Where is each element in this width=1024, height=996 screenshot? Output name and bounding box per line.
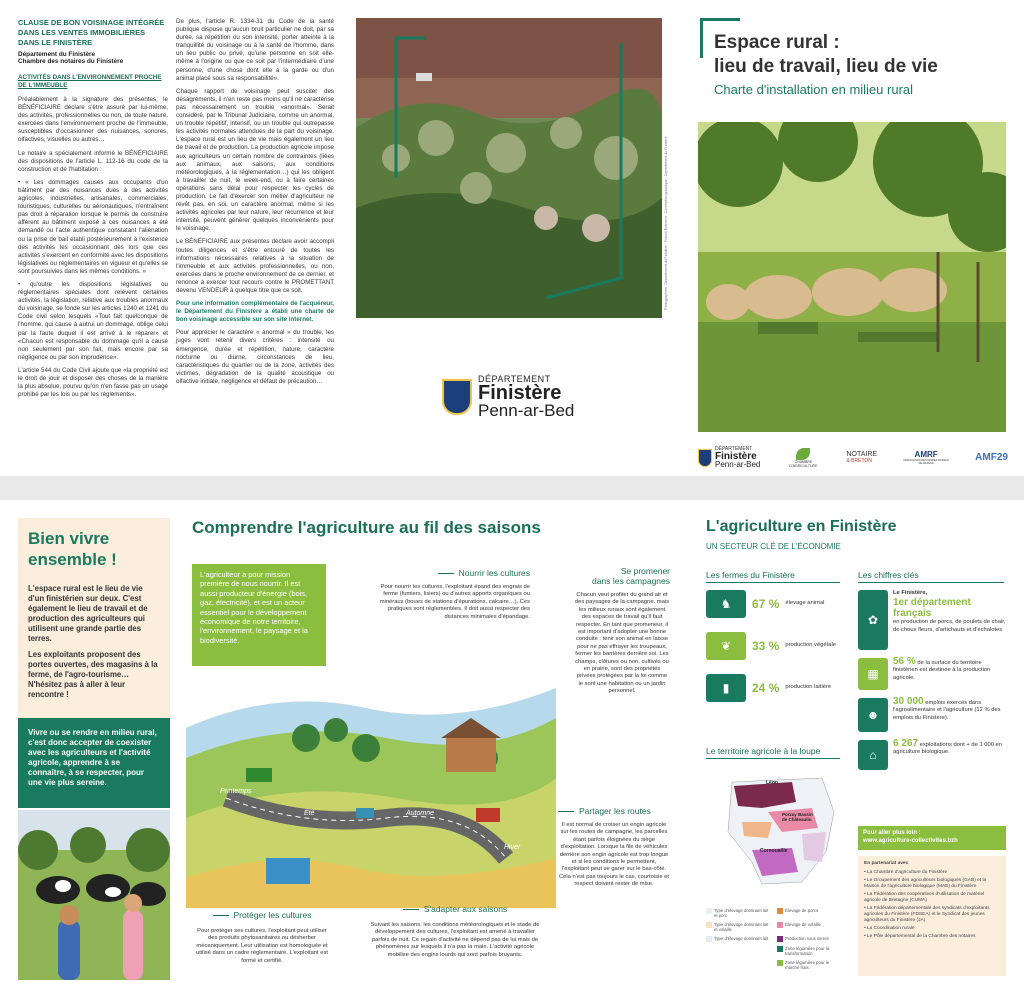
notaire-logo <box>846 451 877 464</box>
clause-para: Pour apprécier le caractère « anormal » du trouble, les juges vont retenir divers critères : intensité ou émergence, durée et répétition, nature, caractère nocturne ou diurne, circonstances de lieu, caractéristiques du quartier ou de la zone, activités des victimes, dégradation de la qualité acoustique ou olfactive initiale, négligence et défaut de précaution… <box>176 329 334 385</box>
clause-para: Le notaire a spécialement informé le BÉNÉFICIAIRE des dispositions de l'article L. 112-16 du code de la construction et de l'habitation : <box>18 149 168 173</box>
proteger-block <box>192 910 332 965</box>
chiffre-big: 56 % <box>893 656 916 667</box>
map-legend <box>706 908 842 970</box>
legend-item <box>706 908 771 918</box>
partner-item: • La Fédération des coopératives d'utilisation de matériel agricole de Bretagne (CUMA) <box>864 892 985 903</box>
stat-row <box>706 674 842 702</box>
legend-label: Production sous serres <box>785 936 829 941</box>
territoire-title: Le territoire agricole à la loupe <box>706 746 840 759</box>
adapter-block <box>370 904 540 959</box>
chiffre-post: emplois exercés dans l'agroalimentaire et l'agriculture (12 % des emplois du Finistère). <box>893 700 1001 721</box>
clause-para: De plus, l'article R. 1334-31 du Code de la santé publique dispose qu'aucun bruit particulier ne doit, par sa durée, sa répétition ou son intensité, porter atteinte à la tranquillité du voisinage ou à la santé de l'homme, dans un lieu public ou privé, qu'une personne en soit elle-même à l'origine ou que ce soit par l'intermédiaire d'une personne, d'une chose dont elle a la garde ou d'un animal placé sous sa responsabilité». <box>176 18 334 82</box>
partner-item: • La Chambre d'agriculture du Finistère <box>864 870 948 875</box>
clause-para: Le BÉNÉFICIAIRE aux présentes déclare avoir accompli toutes diligences et s'être entouré de toutes les informations nécessaires relatives à la situation de l'immeuble et aux activités professionnelles, ou non, exercées dans le proche environnement de ce dernier, et renonce à exercer tout recours contre le PROMETTANT devenu VENDEUR à quelque titre que ce soit. <box>176 238 334 294</box>
chambre-agri-logo <box>786 448 820 468</box>
partner-item: • La Fédération départementale des syndicats d'exploitants agricoles du Finistère (FDSEA) et le Syndicat des jeunes agriculteurs du Finistère (JA) <box>864 906 990 923</box>
legend-item <box>777 936 842 942</box>
dept-crest-icon <box>442 379 472 415</box>
map-label: Cornouaille <box>760 848 788 854</box>
milk-icon: ▮ <box>706 674 746 702</box>
photo-credit: Photographies : Département du Finistère · Franck Betermin · Conception graphique : Département du Finistère <box>664 136 668 310</box>
nourrir-title: Nourrir les cultures <box>370 568 530 578</box>
promener-text: Chacun veut profiter du grand air et des paysages de la campagne, mais les milieux ruraux sont également des espaces de travail qu'il faut respecter. En tant que promeneur, il est important d'adopter une bonne conduite : tenir son animal en laisse pour ne pas effrayer les troupeaux, fermer les barrières derrière soi. Les champs, clôtures ou non, cultivés ou en prairie, sont des propriétés privées protégées par la loi comme le sont une habitation ou un jardin personnel. <box>574 592 670 695</box>
legend-label: Élevage de volaille <box>785 922 821 927</box>
plus-title: Pour aller plus loin : <box>863 830 921 836</box>
chiffre-post: de la surface du territoire finistérien est destinée à la production agricole. <box>893 660 991 681</box>
partner-logos <box>698 446 1008 469</box>
agri-subtitle: UN SECTEUR CLÉ DE L'ÉCONOMIE <box>706 542 841 551</box>
panel-cover-back <box>342 0 682 476</box>
partager-title: Partager les routes <box>558 806 670 816</box>
livestock-icon: ♞ <box>706 590 746 618</box>
partager-block <box>558 806 670 889</box>
stat-value: 24 % <box>752 681 780 695</box>
legend-label: Type d'élevage dominant lait et volaille <box>714 922 769 932</box>
clause-body-2 <box>176 18 334 386</box>
chiffre-big: 6 267 <box>893 738 919 749</box>
logo-text: NOTAIRE <box>846 451 878 458</box>
season-label: Hiver <box>504 844 521 851</box>
saisons-title: Comprendre l'agriculture au fil des saisons <box>192 518 541 537</box>
panel-agri-finistere <box>682 500 1024 996</box>
produce-icon: ✿ <box>858 590 888 650</box>
nourrir-text: Pour nourrir les cultures, l'exploitant épand des engrais de ferme (fumiers, lisiers) ou d'autres apports organiques ou minéraux (boues de stations d'épurations, calcaire…). Ces pratiques sont réglementées. Il doit aussi respecter des distances minimales d'épandage. <box>379 584 530 620</box>
clause-section: ACTIVITÉS DANS L'ENVIRONNEMENT PROCHE DE L'IMMEUBLE <box>18 74 162 89</box>
dept-logo <box>442 374 574 419</box>
cows-photo <box>698 122 1006 432</box>
chiffre-row <box>858 698 1006 732</box>
bien-vivre-box1 <box>18 578 170 720</box>
agri-title: L'agriculture en Finistère <box>706 518 897 535</box>
stat-label: élevage animal <box>785 600 825 607</box>
chiffres-list <box>858 590 1006 770</box>
stat-row <box>706 590 842 618</box>
clause-para: L'article 544 du Code Civil ajoute que «la propriété est le droit de jouir et disposer des choses de la manière la plus absolue, pourvu qu'on n'en fasse pas un usage prohibé par les lois ou par les règlements». <box>18 366 168 399</box>
bien-vivre-title: Bien vivre ensemble ! <box>18 518 170 578</box>
partner-item: • Le Pôle départemental de la Chambre des notaires <box>864 934 976 939</box>
dept-name: Finistère <box>478 382 562 404</box>
proteger-title: Protéger les cultures <box>192 910 332 920</box>
legend-label: Zone légumière pour la transformation <box>785 946 830 956</box>
fermes-title: Les fermes du Finistère <box>706 570 840 583</box>
chiffre-post: en production de porcs, de poulets de chair, de choux fleurs, d'artichauts et d'échalotes <box>893 619 1006 633</box>
season-label: Printemps <box>220 788 252 795</box>
fields-icon: ▦ <box>858 658 888 690</box>
chiffre-row <box>858 590 1006 650</box>
panel-saisons <box>174 500 682 996</box>
chiffres-title: Les chiffres clés <box>858 570 1004 583</box>
clause-para: • « Les dommages causés aux occupants d'un bâtiment par des nuisances dues à des activités agricoles, industrielles, artisanales, commerciales, touristiques, culturelles ou aéronautiques, n'entraînent pas droit à réparation lorsque le permis de construire afférent au bâtiment exposé à ces nuisances a été demandé ou l'acte authentique constatant l'aliénation ou la prise de bail établi postérieurement à l'existence des activités les occasionnant dès lors que ces activités s'exercent en conformité avec les dispositions législatives ou réglementaires en vigueur et qu'elles se sont poursuivies dans les mêmes conditions. » <box>18 178 168 275</box>
season-label: Automne <box>406 810 435 817</box>
partners-box <box>858 856 1006 976</box>
dept-logo-small <box>698 446 760 469</box>
chiffre-big: 30 000 <box>893 696 924 707</box>
partager-text: Il est normal de croiser un engin agricole sur les routes de campagne, les parcelles étant parfois éloignées du siège d'exploitation. Lorsque la file de véhicules derrière son engin agricole est trop longue et si les conditions le permettent, l'exploitant peut se garer sur le bas-côté. Cela n'est pas toujours le cas, courtoisie et respect doivent rester de mise. <box>558 822 670 888</box>
logo-text: & BRETON <box>846 458 872 464</box>
season-label: Été <box>304 810 315 817</box>
clause-sub1: Département du Finistère <box>18 51 96 58</box>
map-label: Léon <box>766 780 778 786</box>
map-label: Porzay Bassin de Châteaulin <box>782 812 813 822</box>
clause-sub2: Chambre des notaires du Finistère <box>18 58 124 65</box>
fermes-stats <box>706 590 842 711</box>
cover-title-2: lieu de travail, lieu de vie <box>714 56 938 77</box>
amf29-logo: AMF29 <box>975 452 1008 463</box>
chiffre-big: 1er département français <box>893 597 971 620</box>
dept-top: DÉPARTEMENT <box>478 374 551 384</box>
logo-text: AMRF <box>914 450 938 459</box>
promener-block <box>574 566 670 696</box>
stat-row <box>706 632 842 660</box>
leaf-icon <box>796 448 810 460</box>
stat-value: 33 % <box>752 639 780 653</box>
clause-para: Préalablement à la signature des présentes, le BÉNÉFICIAIRE déclare s'être assuré par lui-même, des activités, professionnelles ou non, de toute nature, exercées dans l'environnement proche de l'immeuble, susceptibles d'occasionner des nuisances, sonores, olfactives, visuelles ou autres… <box>18 96 168 144</box>
legend-item <box>777 960 842 970</box>
partner-item: • Le Groupement des agriculteurs biologiques (GAB) et la Maison de l'agriculture biologique (MAB) du Finistère <box>864 878 987 889</box>
clause-title: CLAUSE DE BON VOISINAGE INTÉGRÉE DANS LES VENTES IMMOBILIÈRES DANS LE FINISTÈRE <box>18 18 165 47</box>
legend-label: Zone légumière pour le marché frais <box>785 960 830 970</box>
partner-text: Le Pôle départemental de la Chambre des notaires <box>867 934 976 939</box>
logo-text: CHAMBRE D'AGRICULTURE <box>789 459 818 468</box>
mission-box: L'agriculteur a pour mission première de nous nourrir. Il est aussi producteur d'énergie (bois, gaz, électricité), et est un acteur essentiel pour le développement économique de notre territoire, l'environnement, le paysage et la biodiversité. <box>192 564 326 666</box>
logo-text: DÉPARTEMENT <box>715 446 753 452</box>
logo-text: Penn-ar-Bed <box>715 460 761 469</box>
clause-body <box>18 96 168 399</box>
box-text: L'espace rural est le lieu de vie d'un finistérien sur deux. C'est également le lieu de travail et de production des agriculteurs qui utilisent une grande partie des terres. <box>28 584 148 643</box>
bien-vivre-box2: Vivre ou se rendre en milieu rural, c'est donc accepter de coexister avec les agriculteurs et l'activité agricole, apprendre à se connaître, à se respecter, pour une vie plus sereine. <box>18 718 170 808</box>
dept-sub: Penn-ar-Bed <box>478 401 575 420</box>
legend-item <box>706 936 771 942</box>
partners-title: En partenariat avec <box>864 861 909 866</box>
partner-text: Le Groupement des agriculteurs biologiques (GAB) et la Maison de l'agriculture biologique (MAB) du Finistère <box>864 878 987 889</box>
partner-item: • La Coordination rurale <box>864 926 915 931</box>
landscape-illustration <box>186 668 556 908</box>
legend-item <box>777 908 842 918</box>
legend-item <box>777 922 842 932</box>
plus-box <box>858 826 1006 850</box>
chiffre-pre: Le Finistère, <box>893 590 928 596</box>
field-photo <box>356 18 662 318</box>
promener-title-1: Se promener <box>620 566 670 576</box>
cover-title-1: Espace rural : <box>714 32 840 53</box>
panel-clause-cont <box>174 0 342 476</box>
chiffre-row <box>858 740 1006 770</box>
logo-text: ASSOCIATION DES MAIRES RURAUX DE FRANCE <box>903 459 950 465</box>
clause-para: Chaque rapport de voisinage peut susciter des désagréments, il n'en reste pas moins qu'il ne caractérise pas nécessairement un trouble «anormal». Serait considéré, par le Tribunal Judiciaire, comme un anormal, un trouble répétitif, intensif, ou un trouble qui outrepasse les activités normales attendues de la part du voisinage. L'espace rural est un lieu de vie mais également un lieu de travail et de production. La production agricole impose aux agriculteurs un certain nombre de contraintes (liées aux animaux, aux saisons, aux conditions météorologiques, à la réglementation…) qui les obligent à travailler de nuit, le week-end, ou à faire certaines opérations sans délai pour respecter les cycles de production. Le fait d'exercer son métier d'agriculteur ne revêt pas, en soi, un caractère anormal, même si les activités agricoles par leur nature, leur récurrence et leur intensité, peuvent générer quelques inconvénients pour le voisinage. <box>176 87 334 233</box>
chiffre-post: exploitations dont + de 1 000 en agriculture biologique. <box>893 742 1003 756</box>
plus-link[interactable]: www.agriculture-collectivites.bzh <box>863 838 958 844</box>
nourrir-block <box>370 568 530 621</box>
adapter-text: Suivant les saisons, les conditions météorologiques et le stade de développement des cultures, l'exploitant est amené à travailler parfois de nuit. Ce regain d'activité ne dépend pas de lui mais de phénomènes sur lesquels il n'a pas la main. L'activité agricole mobilise des engins lourds qui sont parfois bruyants. <box>370 922 540 958</box>
chiffre-row <box>858 658 1006 690</box>
panel-bien-vivre <box>0 500 174 996</box>
cover-subtitle: Charte d'installation en milieu rural <box>714 82 914 97</box>
legend-label: Élevage de porcs <box>785 908 819 913</box>
panel-front-cover <box>682 0 1024 476</box>
stat-label: production végétale <box>785 642 836 649</box>
legend-item <box>706 922 771 932</box>
farm-icon: ⌂ <box>858 740 888 770</box>
clause-para: • qu'outre les dispositions législatives ou réglementaires spéciales dont relèvent certaines activités, la législation, relative aux troubles anormaux du voisinage, se fonde sur les articles 1240 et 1241 du Code civil selon lesquels «Tout fait quelconque de l'homme, qui cause à autrui un dommage, oblige celui par la faute duquel il est arrivé à le réparer» et «Chacun est responsable du dommage qu'il a causé non seulement par son fait, mais encore par sa négligence ou par son imprudence». <box>18 280 168 361</box>
legend-label: Type d'élevage dominant lait <box>714 936 769 941</box>
stat-label: production laitière <box>785 684 832 691</box>
legend-item <box>777 946 842 956</box>
logo-text: Finistère <box>715 451 757 462</box>
legend-label: Type d'élevage dominant lait et porc <box>714 908 769 918</box>
info-link-text: Pour une information complémentaire de l'acquéreur, le Département du Finistère a établi une charte de bon voisinage accessible sur son site internet. <box>176 300 334 324</box>
adapter-title: S'adapter aux saisons <box>370 904 540 914</box>
children-cows-photo <box>18 810 170 980</box>
crops-icon: ❦ <box>706 632 746 660</box>
partner-text: La Coordination rurale <box>867 926 915 931</box>
box-text: Les exploitants proposent des portes ouvertes, des magasins à la ferme, de l'agro-tourisme… N'hésitez pas à aller à leur rencontre ! <box>28 650 158 699</box>
promener-title-2: dans les campagnes <box>592 576 670 586</box>
finistere-map <box>722 772 842 892</box>
partner-text: La Chambre d'agriculture du Finistère <box>867 870 948 875</box>
panel-clause <box>0 0 174 476</box>
amrf-logo <box>903 450 949 465</box>
partner-text: La Fédération départementale des syndicats d'exploitants agricoles du Finistère (FDSEA) et le Syndicat des jeunes agriculteurs du Finistère (JA) <box>864 906 990 923</box>
stat-value: 67 % <box>752 597 780 611</box>
farmer-icon: ☻ <box>858 698 888 732</box>
partner-text: La Fédération des coopératives d'utilisation de matériel agricole de Bretagne (CUMA) <box>864 892 985 903</box>
dept-crest-icon <box>698 449 712 467</box>
proteger-text: Pour protéger ses cultures, l'exploitant peut utiliser des produits phytosanitaires ou désherber mécaniquement. Leur utilisation est homologuée et utilisé dans un cadre réglementaire. L'exploitant est formé et certifié. <box>196 928 328 964</box>
